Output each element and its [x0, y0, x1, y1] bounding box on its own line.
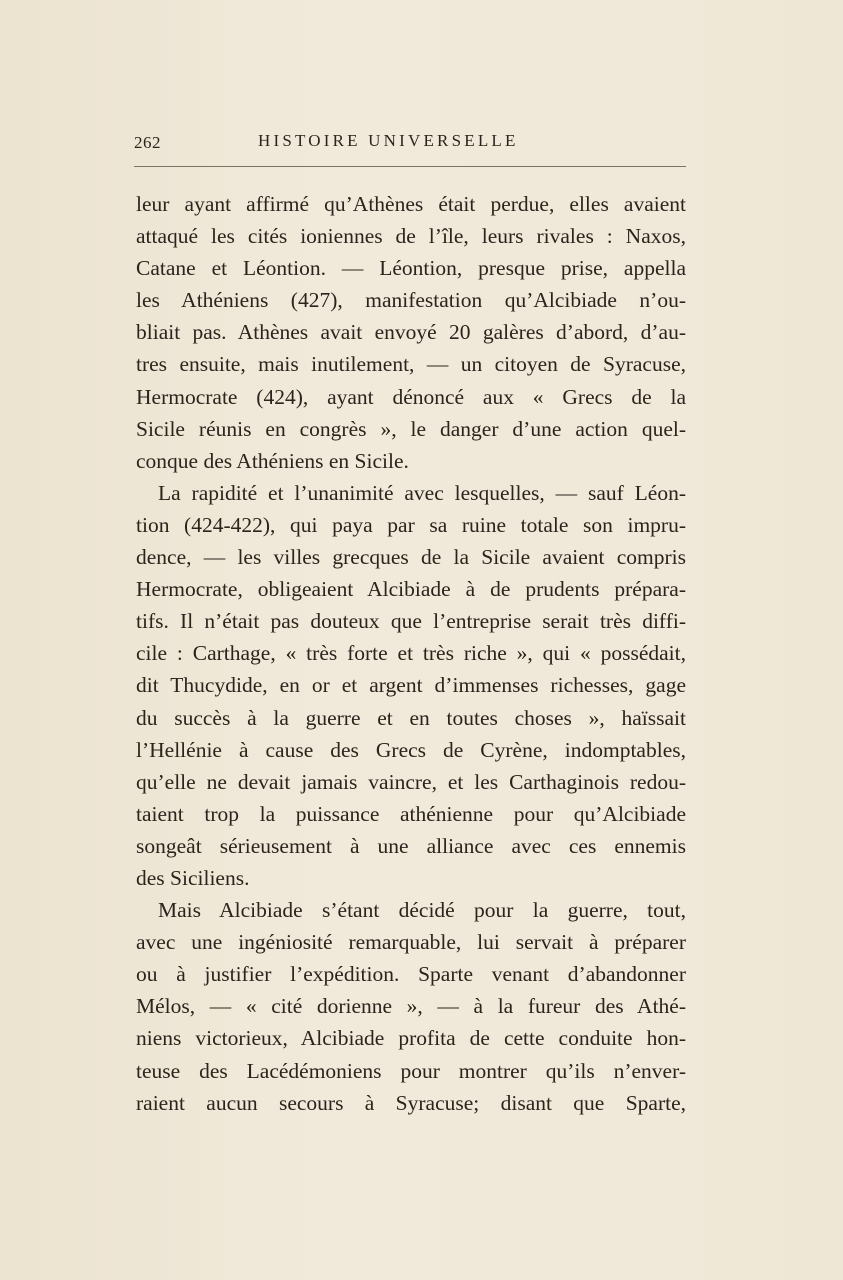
text-line: bliait pas. Athènes avait envoyé 20 galères d’abord, d’au-	[136, 320, 686, 345]
text-line: ou à justifier l’expédition. Sparte venant d’abandonner	[136, 962, 686, 987]
text-line: dit Thucydide, en or et argent d’immenses richesses, gage	[136, 673, 686, 698]
body-text	[136, 188, 686, 1119]
page-header	[134, 131, 686, 155]
text-line: avec une ingéniosité remarquable, lui servait à préparer	[136, 930, 686, 955]
text-line: taient trop la puissance athénienne pour qu’Alcibiade	[136, 801, 686, 826]
text-line: dence, — les villes grecques de la Sicile avaient compris	[136, 545, 686, 570]
header-rule	[134, 166, 686, 167]
text-line: leur ayant affirmé qu’Athènes était perdue, elles avaient	[136, 192, 686, 216]
text-line: attaqué les cités ioniennes de l’île, leurs rivales : Naxos,	[136, 224, 686, 249]
text-line: Hermocrate, obligeaient Alcibiade à de prudents prépara-	[136, 577, 686, 602]
text-line: Mais Alcibiade s’étant décidé pour la guerre, tout,	[158, 898, 686, 923]
page-number: 262	[134, 133, 161, 152]
text-line: La rapidité et l’unanimité avec lesquelles, — sauf Léon-	[158, 480, 686, 505]
text-line: qu’elle ne devait jamais vaincre, et les Carthaginois redou-	[136, 769, 686, 794]
text-line: des Siciliens.	[136, 865, 250, 890]
text-line: conque des Athéniens en Sicile.	[136, 448, 409, 473]
text-line: niens victorieux, Alcibiade profita de cette conduite hon-	[136, 1026, 686, 1051]
text-line: du succès à la guerre et en toutes choses », haïssait	[136, 705, 686, 730]
text-line: les Athéniens (427), manifestation qu’Alcibiade n’ou-	[136, 288, 686, 313]
text-line: cile : Carthage, « très forte et très riche », qui « possédait,	[136, 641, 686, 666]
text-line: songeât sérieusement à une alliance avec ces ennemis	[136, 833, 686, 858]
text-line: l’Hellénie à cause des Grecs de Cyrène, indomptables,	[136, 737, 686, 762]
text-line: tres ensuite, mais inutilement, — un citoyen de Syracuse,	[136, 352, 686, 377]
text-line: Mélos, — « cité dorienne », — à la fureur des Athé-	[136, 994, 686, 1019]
text-line: raient aucun secours à Syracuse; disant que Sparte,	[136, 1090, 686, 1115]
text-line: tion (424-422), qui paya par sa ruine totale son impru-	[136, 512, 686, 537]
running-title: HISTOIRE UNIVERSELLE	[258, 131, 519, 150]
text-line: teuse des Lacédémoniens pour montrer qu’ils n’enver-	[136, 1058, 686, 1083]
text-line: Hermocrate (424), ayant dénoncé aux « Grecs de la	[136, 384, 686, 409]
text-line: Catane et Léontion. — Léontion, presque prise, appella	[136, 256, 686, 281]
text-line: Sicile réunis en congrès », le danger d’une action quel-	[136, 416, 686, 441]
text-line: tifs. Il n’était pas douteux que l’entreprise serait très diffi-	[136, 609, 686, 634]
